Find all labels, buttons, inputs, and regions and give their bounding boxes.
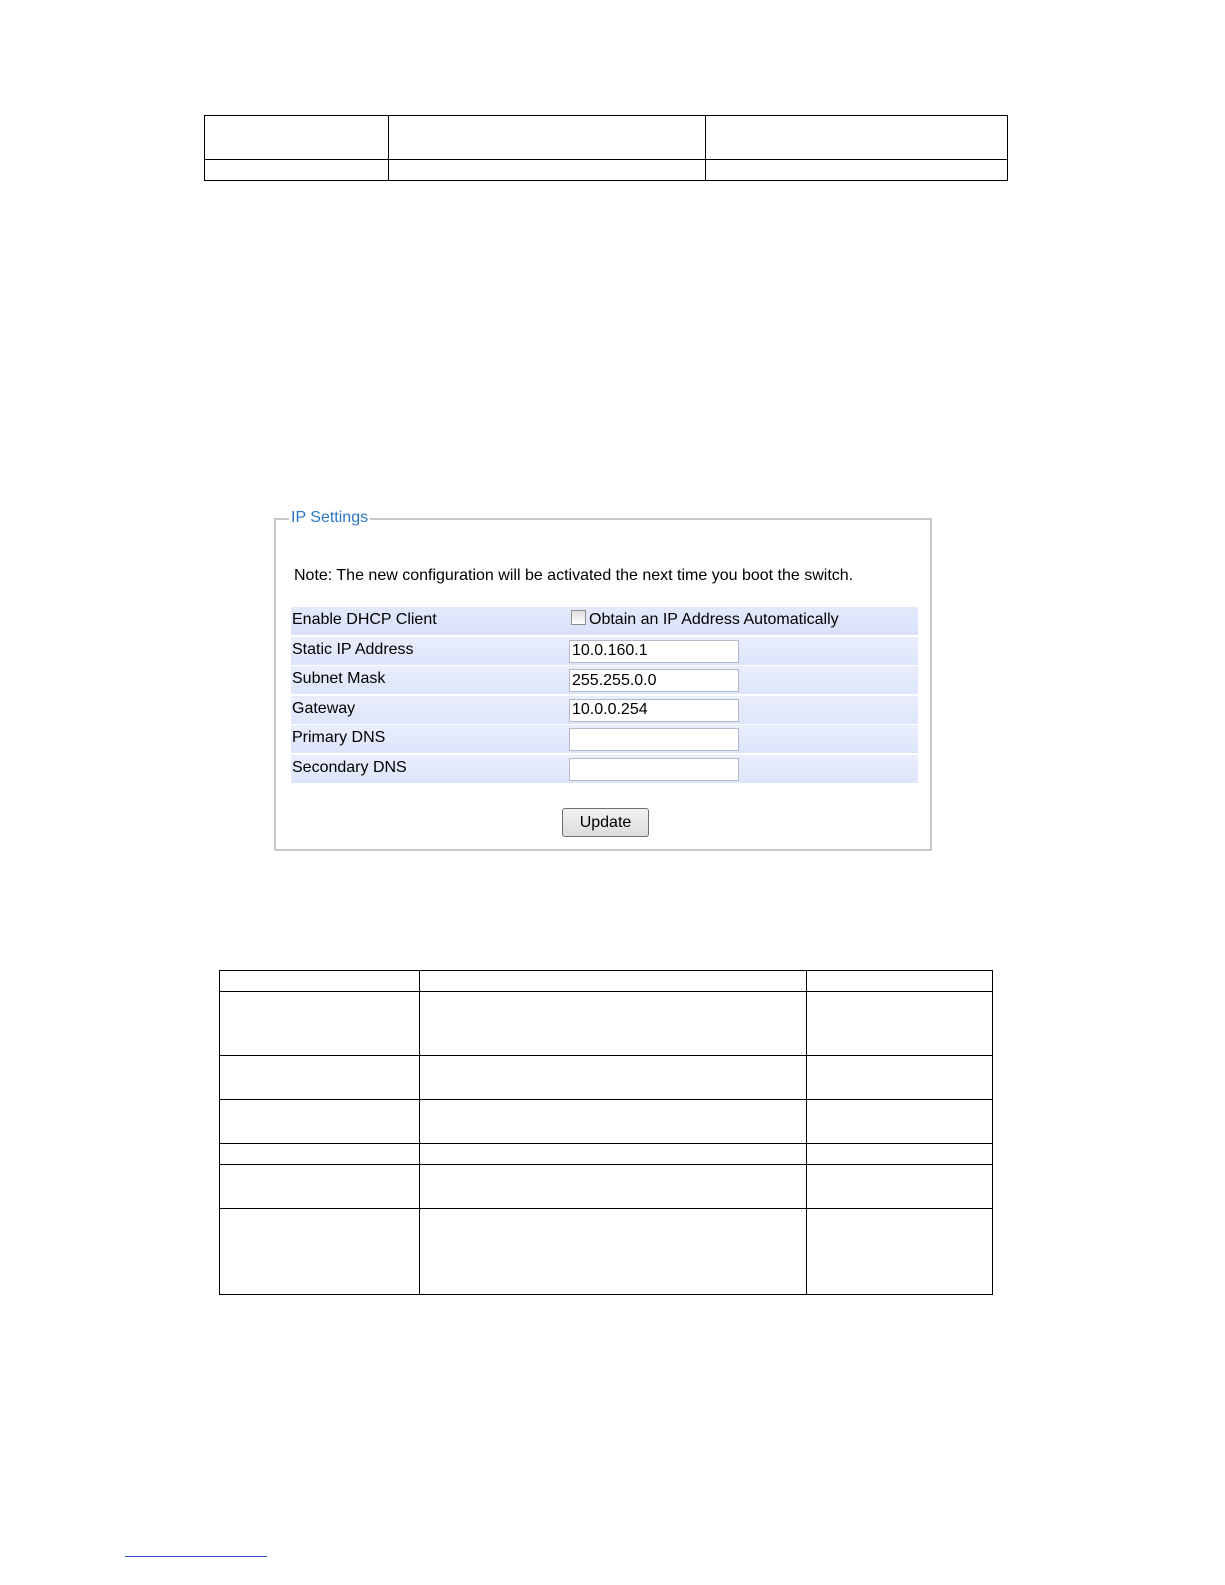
static-ip-label: Static IP Address [292,640,414,658]
table-cell [706,160,1008,181]
table-cell [205,116,389,160]
secondary-dns-label: Secondary DNS [292,758,407,776]
table-cell [389,116,706,160]
table-cell [220,1144,420,1165]
bottom-table [219,970,993,1295]
table-cell [807,971,993,992]
table-row [220,1209,993,1295]
secondary-dns-row [291,755,918,783]
dhcp-checkbox-wrapper[interactable] [571,610,839,629]
table-cell [420,1144,807,1165]
subnet-mask-row [291,666,918,694]
table-row [220,971,993,992]
dhcp-checkbox[interactable] [571,610,586,625]
table-cell [220,1209,420,1295]
table-cell [420,971,807,992]
gateway-input[interactable] [569,699,739,722]
table-cell [807,1144,993,1165]
dhcp-row [291,607,918,635]
table-cell [220,1100,420,1144]
configuration-note: Note: The new configuration will be activated the next time you boot the switch. [294,567,854,584]
table-cell [220,971,420,992]
table-cell [807,1165,993,1209]
table-row [220,1144,993,1165]
table-cell [420,1209,807,1295]
table-cell [220,1165,420,1209]
table-cell [420,1056,807,1100]
table-cell [807,992,993,1056]
update-button[interactable]: Update [562,808,649,837]
table-cell [220,992,420,1056]
ip-settings-legend: IP Settings [291,509,369,526]
static-ip-row [291,637,918,665]
table-row [220,1165,993,1209]
ip-settings-form [291,607,918,784]
table-row [220,1056,993,1100]
table-cell [420,1100,807,1144]
table-cell [389,160,706,181]
table-cell [205,160,389,181]
dhcp-checkbox-label: Obtain an IP Address Automatically [589,611,839,628]
footer-link-underline [125,1556,267,1557]
secondary-dns-input[interactable] [569,758,739,781]
primary-dns-label: Primary DNS [292,729,386,746]
table-cell [807,1056,993,1100]
top-table [204,115,1008,181]
primary-dns-row [291,725,918,753]
table-cell [706,116,1008,160]
table-cell [420,1165,807,1209]
table-row [205,116,1008,160]
gateway-row [291,696,918,724]
static-ip-input[interactable] [569,640,739,663]
table-row [220,992,993,1056]
table-row [205,160,1008,181]
subnet-mask-label: Subnet Mask [292,670,386,687]
table-cell [220,1056,420,1100]
subnet-mask-input[interactable] [569,669,739,692]
table-cell [807,1100,993,1144]
ip-settings-panel [274,509,932,851]
dhcp-label: Enable DHCP Client [292,611,437,628]
table-cell [807,1209,993,1295]
primary-dns-input[interactable] [569,728,739,751]
table-row [220,1100,993,1144]
table-cell [420,992,807,1056]
gateway-label: Gateway [292,699,356,717]
